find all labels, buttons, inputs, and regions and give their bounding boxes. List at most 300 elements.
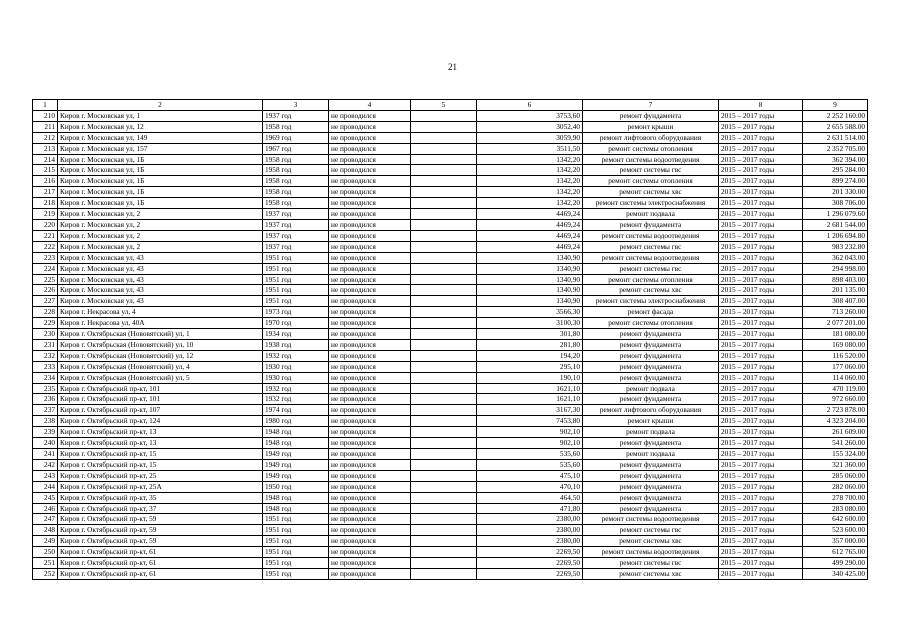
- period-cell: 2015 – 2017 годы: [719, 285, 803, 296]
- area-cell: 535,60: [477, 449, 583, 460]
- cost-cell: 278 700.00: [803, 492, 868, 503]
- last-repair-cell: не проводился: [329, 318, 411, 329]
- cost-cell: 499 290.00: [803, 558, 868, 569]
- column-5-cell: [411, 536, 477, 547]
- last-repair-cell: не проводился: [329, 536, 411, 547]
- column-number-cell: 3: [263, 100, 329, 111]
- period-cell: 2015 – 2017 годы: [719, 547, 803, 558]
- address-cell: Киров г. Московская ул, 2: [58, 219, 263, 230]
- address-cell: Киров г. Октябрьская (Нововятский) ул, 5: [58, 372, 263, 383]
- period-cell: 2015 – 2017 годы: [719, 536, 803, 547]
- repair-type-cell: ремонт фундамента: [583, 110, 719, 121]
- last-repair-cell: не проводился: [329, 492, 411, 503]
- row-number-cell: 234: [33, 372, 58, 383]
- period-cell: 2015 – 2017 годы: [719, 187, 803, 198]
- column-5-cell: [411, 372, 477, 383]
- cost-cell: 114 060.00: [803, 372, 868, 383]
- construction-year-cell: 1948 год: [263, 492, 329, 503]
- area-cell: 3566,30: [477, 307, 583, 318]
- repair-type-cell: ремонт фундамента: [583, 361, 719, 372]
- period-cell: 2015 – 2017 годы: [719, 307, 803, 318]
- row-number-cell: 247: [33, 514, 58, 525]
- area-cell: 3753,60: [477, 110, 583, 121]
- column-5-cell: [411, 121, 477, 132]
- row-number-cell: 246: [33, 503, 58, 514]
- area-cell: 535,60: [477, 459, 583, 470]
- row-number-cell: 210: [33, 110, 58, 121]
- repair-type-cell: ремонт системы гвс: [583, 241, 719, 252]
- construction-year-cell: 1950 год: [263, 481, 329, 492]
- construction-year-cell: 1932 год: [263, 350, 329, 361]
- column-5-cell: [411, 427, 477, 438]
- address-cell: Киров г. Октябрьский пр-кт, 37: [58, 503, 263, 514]
- table-row: [33, 449, 868, 460]
- last-repair-cell: не проводился: [329, 154, 411, 165]
- area-cell: 1340,90: [477, 274, 583, 285]
- area-cell: 1340,90: [477, 263, 583, 274]
- area-cell: 471,80: [477, 503, 583, 514]
- table-row: [33, 176, 868, 187]
- cost-cell: 155 324.00: [803, 449, 868, 460]
- area-cell: 1342,20: [477, 154, 583, 165]
- cost-cell: 362 043.00: [803, 252, 868, 263]
- row-number-cell: 236: [33, 394, 58, 405]
- construction-year-cell: 1951 год: [263, 296, 329, 307]
- construction-year-cell: 1958 год: [263, 154, 329, 165]
- address-cell: Киров г. Октябрьский пр-кт, 15: [58, 459, 263, 470]
- cost-cell: 201 135.00: [803, 285, 868, 296]
- last-repair-cell: не проводился: [329, 427, 411, 438]
- table-row: [33, 165, 868, 176]
- row-number-cell: 220: [33, 219, 58, 230]
- table-row: [33, 318, 868, 329]
- area-cell: 190,10: [477, 372, 583, 383]
- construction-year-cell: 1951 год: [263, 285, 329, 296]
- repair-type-cell: ремонт системы хвс: [583, 285, 719, 296]
- table-row: [33, 481, 868, 492]
- address-cell: Киров г. Октябрьский пр-кт, 15: [58, 449, 263, 460]
- last-repair-cell: не проводился: [329, 568, 411, 579]
- construction-year-cell: 1958 год: [263, 165, 329, 176]
- last-repair-cell: не проводился: [329, 503, 411, 514]
- construction-year-cell: 1951 год: [263, 514, 329, 525]
- column-5-cell: [411, 219, 477, 230]
- column-5-cell: [411, 198, 477, 209]
- table-row: [33, 230, 868, 241]
- column-5-cell: [411, 470, 477, 481]
- repair-type-cell: ремонт системы водоотведения: [583, 547, 719, 558]
- address-cell: Киров г. Московская ул, 1Б: [58, 187, 263, 198]
- construction-year-cell: 1937 год: [263, 110, 329, 121]
- area-cell: 295,10: [477, 361, 583, 372]
- column-5-cell: [411, 143, 477, 154]
- last-repair-cell: не проводился: [329, 198, 411, 209]
- column-5-cell: [411, 296, 477, 307]
- row-number-cell: 213: [33, 143, 58, 154]
- address-cell: Киров г. Октябрьский пр-кт, 59: [58, 514, 263, 525]
- construction-year-cell: 1967 год: [263, 143, 329, 154]
- cost-cell: 713 260.00: [803, 307, 868, 318]
- column-number-cell: 9: [803, 100, 868, 111]
- period-cell: 2015 – 2017 годы: [719, 176, 803, 187]
- table-row: [33, 285, 868, 296]
- period-cell: 2015 – 2017 годы: [719, 405, 803, 416]
- cost-cell: 308 407.00: [803, 296, 868, 307]
- table-row: [33, 307, 868, 318]
- cost-cell: 898 403.00: [803, 274, 868, 285]
- column-5-cell: [411, 230, 477, 241]
- row-number-cell: 224: [33, 263, 58, 274]
- table-row: [33, 252, 868, 263]
- table-row: [33, 198, 868, 209]
- period-cell: 2015 – 2017 годы: [719, 329, 803, 340]
- cost-cell: 899 274.00: [803, 176, 868, 187]
- cost-cell: 169 080.00: [803, 339, 868, 350]
- last-repair-cell: не проводился: [329, 405, 411, 416]
- period-cell: 2015 – 2017 годы: [719, 241, 803, 252]
- address-cell: Киров г. Московская ул, 1Б: [58, 165, 263, 176]
- last-repair-cell: не проводился: [329, 121, 411, 132]
- row-number-cell: 211: [33, 121, 58, 132]
- construction-year-cell: 1948 год: [263, 503, 329, 514]
- repair-type-cell: ремонт подвала: [583, 209, 719, 220]
- repair-type-cell: ремонт фундамента: [583, 481, 719, 492]
- address-cell: Киров г. Октябрьский пр-кт, 124: [58, 416, 263, 427]
- area-cell: 464,50: [477, 492, 583, 503]
- construction-year-cell: 1958 год: [263, 121, 329, 132]
- repair-type-cell: ремонт крыши: [583, 121, 719, 132]
- construction-year-cell: 1951 год: [263, 274, 329, 285]
- cost-cell: 2 631 514.00: [803, 132, 868, 143]
- cost-cell: 340 425.00: [803, 568, 868, 579]
- construction-year-cell: 1949 год: [263, 449, 329, 460]
- table-row: [33, 416, 868, 427]
- cost-cell: 2 077 201.00: [803, 318, 868, 329]
- address-cell: Киров г. Октябрьский пр-кт, 35: [58, 492, 263, 503]
- repair-type-cell: ремонт фасада: [583, 307, 719, 318]
- column-5-cell: [411, 503, 477, 514]
- row-number-cell: 233: [33, 361, 58, 372]
- period-cell: 2015 – 2017 годы: [719, 492, 803, 503]
- last-repair-cell: не проводился: [329, 361, 411, 372]
- period-cell: 2015 – 2017 годы: [719, 558, 803, 569]
- row-number-cell: 237: [33, 405, 58, 416]
- address-cell: Киров г. Октябрьская (Нововятский) ул, 10: [58, 339, 263, 350]
- repair-type-cell: ремонт фундамента: [583, 350, 719, 361]
- column-5-cell: [411, 547, 477, 558]
- column-5-cell: [411, 514, 477, 525]
- repair-type-cell: ремонт системы хвс: [583, 187, 719, 198]
- address-cell: Киров г. Октябрьский пр-кт, 101: [58, 394, 263, 405]
- construction-year-cell: 1937 год: [263, 230, 329, 241]
- cost-cell: 2 252 160.00: [803, 110, 868, 121]
- area-cell: 3511,50: [477, 143, 583, 154]
- column-5-cell: [411, 361, 477, 372]
- row-number-cell: 229: [33, 318, 58, 329]
- address-cell: Киров г. Московская ул, 2: [58, 241, 263, 252]
- last-repair-cell: не проводился: [329, 110, 411, 121]
- area-cell: 4469,24: [477, 209, 583, 220]
- table-row: [33, 241, 868, 252]
- table-row: [33, 568, 868, 579]
- repair-type-cell: ремонт фундамента: [583, 219, 719, 230]
- row-number-cell: 239: [33, 427, 58, 438]
- column-5-cell: [411, 274, 477, 285]
- column-5-cell: [411, 481, 477, 492]
- area-cell: 2380,00: [477, 514, 583, 525]
- area-cell: 2380,00: [477, 525, 583, 536]
- column-5-cell: [411, 176, 477, 187]
- cost-cell: 1 296 079.60: [803, 209, 868, 220]
- construction-year-cell: 1951 год: [263, 547, 329, 558]
- column-5-cell: [411, 209, 477, 220]
- table-row: [33, 383, 868, 394]
- construction-year-cell: 1980 год: [263, 416, 329, 427]
- period-cell: 2015 – 2017 годы: [719, 503, 803, 514]
- last-repair-cell: не проводился: [329, 296, 411, 307]
- repair-type-cell: ремонт фундамента: [583, 470, 719, 481]
- construction-year-cell: 1958 год: [263, 198, 329, 209]
- cost-cell: 261 609.00: [803, 427, 868, 438]
- column-5-cell: [411, 132, 477, 143]
- repair-type-cell: ремонт системы хвс: [583, 536, 719, 547]
- table-row: [33, 187, 868, 198]
- address-cell: Киров г. Октябрьский пр-кт, 25А: [58, 481, 263, 492]
- area-cell: 7453,80: [477, 416, 583, 427]
- construction-year-cell: 1937 год: [263, 241, 329, 252]
- address-cell: Киров г. Некрасова ул, 4: [58, 307, 263, 318]
- last-repair-cell: не проводился: [329, 274, 411, 285]
- area-cell: 1621,10: [477, 394, 583, 405]
- repair-type-cell: ремонт фундамента: [583, 372, 719, 383]
- column-5-cell: [411, 285, 477, 296]
- construction-year-cell: 1969 год: [263, 132, 329, 143]
- area-cell: 1621,10: [477, 383, 583, 394]
- address-cell: Киров г. Октябрьский пр-кт, 61: [58, 558, 263, 569]
- repair-type-cell: ремонт системы отопления: [583, 143, 719, 154]
- row-number-cell: 238: [33, 416, 58, 427]
- table-row: [33, 274, 868, 285]
- construction-year-cell: 1930 год: [263, 361, 329, 372]
- row-number-cell: 243: [33, 470, 58, 481]
- area-cell: 4469,24: [477, 241, 583, 252]
- repair-type-cell: ремонт подвала: [583, 427, 719, 438]
- period-cell: 2015 – 2017 годы: [719, 209, 803, 220]
- table-row: [33, 492, 868, 503]
- cost-cell: 357 000.00: [803, 536, 868, 547]
- repair-type-cell: ремонт системы хвс: [583, 568, 719, 579]
- cost-cell: 177 060.00: [803, 361, 868, 372]
- cost-cell: 285 060.00: [803, 470, 868, 481]
- period-cell: 2015 – 2017 годы: [719, 383, 803, 394]
- repair-type-cell: ремонт системы гвс: [583, 558, 719, 569]
- last-repair-cell: не проводился: [329, 481, 411, 492]
- area-cell: 475,10: [477, 470, 583, 481]
- last-repair-cell: не проводился: [329, 132, 411, 143]
- repair-type-cell: ремонт фундамента: [583, 329, 719, 340]
- repair-type-cell: ремонт системы гвс: [583, 525, 719, 536]
- column-5-cell: [411, 241, 477, 252]
- last-repair-cell: не проводился: [329, 241, 411, 252]
- row-number-cell: 242: [33, 459, 58, 470]
- area-cell: 1340,90: [477, 285, 583, 296]
- repair-type-cell: ремонт лифтового оборудования: [583, 132, 719, 143]
- table-row: [33, 209, 868, 220]
- column-5-cell: [411, 405, 477, 416]
- last-repair-cell: не проводился: [329, 219, 411, 230]
- address-cell: Киров г. Московская ул, 43: [58, 285, 263, 296]
- table-row: [33, 329, 868, 340]
- construction-year-cell: 1932 год: [263, 383, 329, 394]
- period-cell: 2015 – 2017 годы: [719, 143, 803, 154]
- address-cell: Киров г. Октябрьская (Нововятский) ул, 4: [58, 361, 263, 372]
- cost-cell: 294 998.00: [803, 263, 868, 274]
- last-repair-cell: не проводился: [329, 438, 411, 449]
- period-cell: 2015 – 2017 годы: [719, 350, 803, 361]
- column-5-cell: [411, 350, 477, 361]
- cost-cell: 308 706.00: [803, 198, 868, 209]
- construction-year-cell: 1948 год: [263, 438, 329, 449]
- row-number-cell: 221: [33, 230, 58, 241]
- period-cell: 2015 – 2017 годы: [719, 154, 803, 165]
- last-repair-cell: не проводился: [329, 329, 411, 340]
- table-row: [33, 132, 868, 143]
- row-number-cell: 240: [33, 438, 58, 449]
- cost-cell: 972 660.00: [803, 394, 868, 405]
- area-cell: 4469,24: [477, 230, 583, 241]
- construction-year-cell: 1974 год: [263, 405, 329, 416]
- area-cell: 3100,30: [477, 318, 583, 329]
- address-cell: Киров г. Московская ул, 43: [58, 296, 263, 307]
- address-cell: Киров г. Московская ул, 43: [58, 263, 263, 274]
- row-number-cell: 248: [33, 525, 58, 536]
- period-cell: 2015 – 2017 годы: [719, 263, 803, 274]
- repair-type-cell: ремонт фундамента: [583, 438, 719, 449]
- last-repair-cell: не проводился: [329, 143, 411, 154]
- period-cell: 2015 – 2017 годы: [719, 459, 803, 470]
- construction-year-cell: 1937 год: [263, 219, 329, 230]
- table-row: [33, 361, 868, 372]
- period-cell: 2015 – 2017 годы: [719, 394, 803, 405]
- column-5-cell: [411, 318, 477, 329]
- row-number-cell: 228: [33, 307, 58, 318]
- cost-cell: 362 394.00: [803, 154, 868, 165]
- column-5-cell: [411, 110, 477, 121]
- table-row: [33, 514, 868, 525]
- column-5-cell: [411, 383, 477, 394]
- last-repair-cell: не проводился: [329, 459, 411, 470]
- address-cell: Киров г. Октябрьская (Нововятский) ул, 12: [58, 350, 263, 361]
- column-5-cell: [411, 394, 477, 405]
- table-row: [33, 394, 868, 405]
- table-row: [33, 503, 868, 514]
- column-5-cell: [411, 459, 477, 470]
- row-number-cell: 231: [33, 339, 58, 350]
- column-5-cell: [411, 307, 477, 318]
- period-cell: 2015 – 2017 годы: [719, 427, 803, 438]
- period-cell: 2015 – 2017 годы: [719, 296, 803, 307]
- address-cell: Киров г. Октябрьский пр-кт, 59: [58, 536, 263, 547]
- last-repair-cell: не проводился: [329, 383, 411, 394]
- area-cell: 1342,20: [477, 198, 583, 209]
- last-repair-cell: не проводился: [329, 372, 411, 383]
- last-repair-cell: не проводился: [329, 252, 411, 263]
- address-cell: Киров г. Октябрьский пр-кт, 59: [58, 525, 263, 536]
- address-cell: Киров г. Московская ул, 2: [58, 209, 263, 220]
- column-number-cell: 2: [58, 100, 263, 111]
- row-number-cell: 212: [33, 132, 58, 143]
- row-number-cell: 249: [33, 536, 58, 547]
- table-row: [33, 339, 868, 350]
- last-repair-cell: не проводился: [329, 209, 411, 220]
- construction-year-cell: 1949 год: [263, 470, 329, 481]
- last-repair-cell: не проводился: [329, 449, 411, 460]
- repair-type-cell: ремонт системы водоотведения: [583, 252, 719, 263]
- column-5-cell: [411, 329, 477, 340]
- construction-year-cell: 1937 год: [263, 209, 329, 220]
- row-number-cell: 227: [33, 296, 58, 307]
- period-cell: 2015 – 2017 годы: [719, 132, 803, 143]
- repair-type-cell: ремонт фундамента: [583, 492, 719, 503]
- period-cell: 2015 – 2017 годы: [719, 339, 803, 350]
- period-cell: 2015 – 2017 годы: [719, 416, 803, 427]
- address-cell: Киров г. Октябрьский пр-кт, 25: [58, 470, 263, 481]
- row-number-cell: 218: [33, 198, 58, 209]
- row-number-cell: 214: [33, 154, 58, 165]
- period-cell: 2015 – 2017 годы: [719, 361, 803, 372]
- address-cell: Киров г. Московская ул, 149: [58, 132, 263, 143]
- construction-year-cell: 1932 год: [263, 394, 329, 405]
- column-5-cell: [411, 449, 477, 460]
- table-row: [33, 372, 868, 383]
- area-cell: 3052,40: [477, 121, 583, 132]
- row-number-cell: 219: [33, 209, 58, 220]
- repair-type-cell: ремонт системы водоотведения: [583, 230, 719, 241]
- table-row: [33, 525, 868, 536]
- table-row: [33, 405, 868, 416]
- cost-cell: 612 765.00: [803, 547, 868, 558]
- last-repair-cell: не проводился: [329, 470, 411, 481]
- address-cell: Киров г. Московская ул, 157: [58, 143, 263, 154]
- address-cell: Киров г. Московская ул, 12: [58, 121, 263, 132]
- period-cell: 2015 – 2017 годы: [719, 568, 803, 579]
- column-5-cell: [411, 525, 477, 536]
- table-row: [33, 350, 868, 361]
- row-number-cell: 222: [33, 241, 58, 252]
- repair-type-cell: ремонт системы электроснабжения: [583, 296, 719, 307]
- row-number-cell: 230: [33, 329, 58, 340]
- column-5-cell: [411, 263, 477, 274]
- construction-year-cell: 1951 год: [263, 263, 329, 274]
- period-cell: 2015 – 2017 годы: [719, 514, 803, 525]
- area-cell: 1342,20: [477, 176, 583, 187]
- row-number-cell: 216: [33, 176, 58, 187]
- period-cell: 2015 – 2017 годы: [719, 470, 803, 481]
- last-repair-cell: не проводился: [329, 339, 411, 350]
- address-cell: Киров г. Московская ул, 2: [58, 230, 263, 241]
- last-repair-cell: не проводился: [329, 558, 411, 569]
- area-cell: 1342,20: [477, 165, 583, 176]
- period-cell: 2015 – 2017 годы: [719, 438, 803, 449]
- area-cell: 4469,24: [477, 219, 583, 230]
- construction-year-cell: 1948 год: [263, 427, 329, 438]
- repair-type-cell: ремонт системы отопления: [583, 274, 719, 285]
- last-repair-cell: не проводился: [329, 394, 411, 405]
- row-number-cell: 223: [33, 252, 58, 263]
- table-row: [33, 121, 868, 132]
- column-number-cell: 1: [33, 100, 58, 111]
- table-row: [33, 438, 868, 449]
